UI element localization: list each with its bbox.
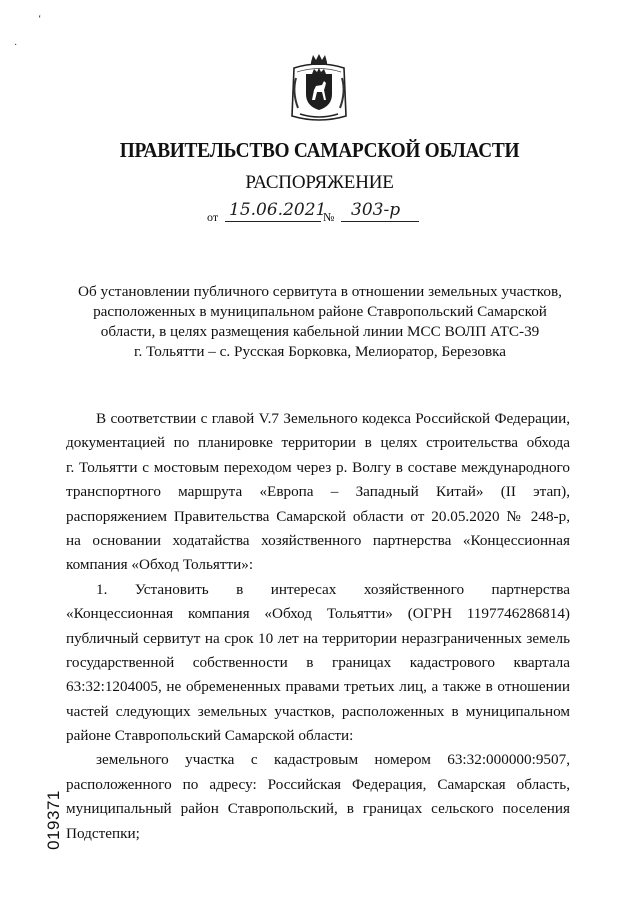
body-line: транспортного маршрута «Европа – Западный Китай» (II этап),	[66, 483, 570, 501]
body-line: распоряжением Правительства Самарской области от 20.05.2020 № 248-р,	[66, 507, 570, 525]
document-type: РАСПОРЯЖЕНИЕ	[245, 172, 394, 193]
item-line: государственной собственности в границах кадастрового квартала	[66, 653, 570, 671]
document-body	[66, 407, 570, 846]
date-underline	[225, 221, 321, 222]
date-prefix: от	[207, 210, 219, 224]
subject-line: г. Тольятти – с. Русская Борковка, Мелиоратор, Березовка	[133, 343, 507, 360]
body-line: В соответствии с главой V.7 Земельного кодекса Российской Федерации,	[96, 410, 570, 427]
subject-line: Об установлении публичного сервитута в отношении земельных участков,	[78, 283, 562, 300]
item-line: 63:32:1204005, не обремененных правами третьих лиц, а также в отношении	[66, 678, 570, 696]
samara-coat-of-arms-icon	[286, 52, 352, 124]
plot-line: расположенного по адресу: Российская Федерация, Самарская область,	[66, 775, 570, 793]
item-line: 1. Установить в интересах хозяйственного партнерства	[96, 580, 570, 598]
subject-line: расположенных в муниципальном районе Ставропольский Самарской	[93, 303, 547, 320]
number-underline	[341, 221, 419, 222]
subject-line: области, в целях размещения кабельной линии МСС ВОЛП АТС-39	[100, 323, 540, 340]
item-line: «Концессионная компания «Обход Тольятти» (ОГРН 1197746286814)	[66, 605, 570, 623]
body-line: на основании ходатайства хозяйственного партнерства «Концессионная	[66, 531, 570, 549]
plot-line: Подстепки;	[66, 824, 140, 842]
number-value: 303-р	[351, 200, 401, 220]
item-line: районе Ставропольский Самарской области:	[66, 727, 354, 745]
plot-line: муниципальный район Ставропольский, в границах сельского поселения	[66, 800, 570, 818]
plot-line: земельного участка с кадастровым номером 63:32:000000:9507,	[96, 751, 570, 769]
item-line: частей следующих земельных участков, расположенных в муниципальном	[66, 702, 570, 720]
body-line: документацией по планировке территории в целях строительства обхода	[66, 434, 570, 452]
government-title: ПРАВИТЕЛЬСТВО САМАРСКОЙ ОБЛАСТИ	[119, 138, 520, 162]
registration-stamp	[44, 780, 64, 860]
body-line: г. Тольятти с мостовым переходом через р. Волгу в составе международного	[66, 458, 570, 476]
body-line: компания «Обход Тольятти»:	[66, 556, 254, 574]
scan-mark: ‘	[38, 14, 42, 25]
document-subject	[60, 282, 580, 362]
date-value: 15.06.2021	[229, 200, 327, 220]
scan-mark: ·	[14, 40, 18, 51]
item-line: публичный сервитут на срок 10 лет на территории неразграниченных земель	[66, 629, 570, 647]
date-number-line	[203, 200, 443, 228]
registration-number: 019371	[44, 790, 63, 850]
number-prefix: №	[323, 210, 335, 224]
